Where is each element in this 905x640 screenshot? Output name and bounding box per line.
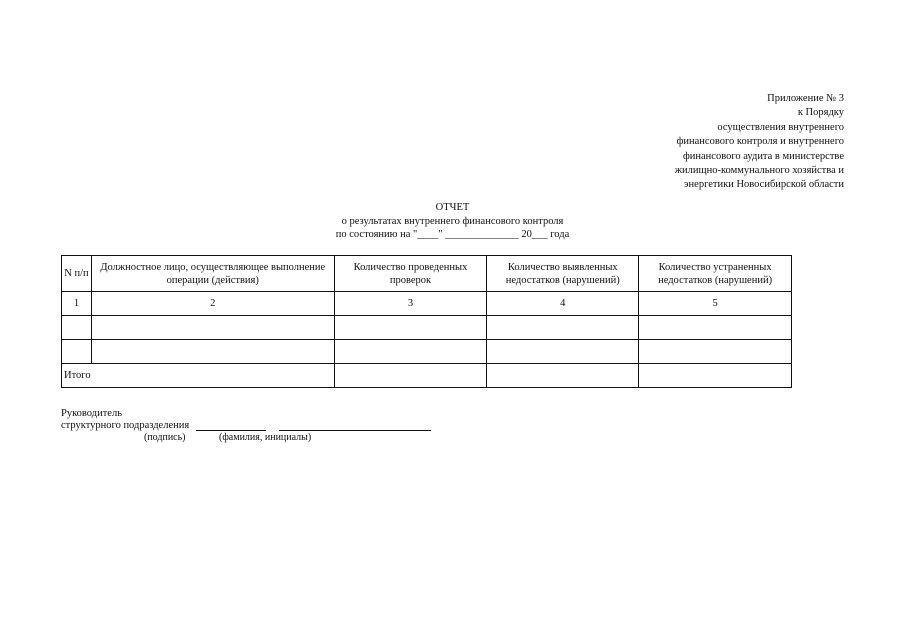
column-number: 3 [334,292,487,316]
table-cell [62,340,92,364]
report-title: ОТЧЕТ [435,202,470,213]
appendix-line: финансового аудита в министерстве [682,150,844,162]
signature-caption: (подпись) [144,432,186,443]
signature-block [61,408,431,431]
column-number-row [62,292,792,316]
report-date-line: по состоянию на "____" ______________ 20___ года [335,229,570,240]
table-cell [334,364,487,388]
header-number: N п/п [62,256,92,292]
appendix-line: жилищно-коммунального хозяйства и [674,165,844,177]
table-cell [334,316,487,340]
appendix-line: Приложение № 3 [767,93,844,104]
header-official: Должностное лицо, осуществляющее выполнение операции (действия) [91,256,334,292]
table-cell [334,340,487,364]
table-cell [639,364,792,388]
table-cell [639,340,792,364]
table-header-row [62,256,792,292]
signature-field[interactable] [196,421,266,431]
table-row [62,340,792,364]
signature-unit-line [61,420,431,432]
header-fixed: Количество устраненных недостатков (нарушений) [639,256,792,292]
table-row [62,316,792,340]
appendix-block [675,92,844,193]
table-cell [639,316,792,340]
name-field[interactable] [279,421,431,431]
table-cell [91,340,334,364]
column-number: 4 [487,292,639,316]
table-cell [487,340,639,364]
appendix-line: к Порядку [797,107,844,119]
signature-unit: структурного подразделения [61,419,190,431]
header-found: Количество выявленных недостатков (нарушений) [487,256,639,292]
total-row [62,364,792,388]
report-subtitle: о результатах внутреннего финансового контроля [341,215,564,227]
column-number: 1 [62,292,92,316]
report-table [61,255,792,388]
column-number: 5 [639,292,792,316]
report-title-block [0,201,905,242]
table-cell [487,364,639,388]
appendix-line: энергетики Новосибирской области [684,179,844,191]
total-label: Итого [62,364,335,388]
header-checks: Количество проведенных проверок [334,256,487,292]
table-cell [62,316,92,340]
name-caption: (фамилия, инициалы) [219,432,312,443]
appendix-line: осуществления внутреннего [717,121,844,133]
column-number: 2 [91,292,334,316]
appendix-line: финансового контроля и внутреннего [676,136,844,148]
table-cell [487,316,639,340]
signature-title: Руководитель [61,408,122,419]
table-cell [91,316,334,340]
